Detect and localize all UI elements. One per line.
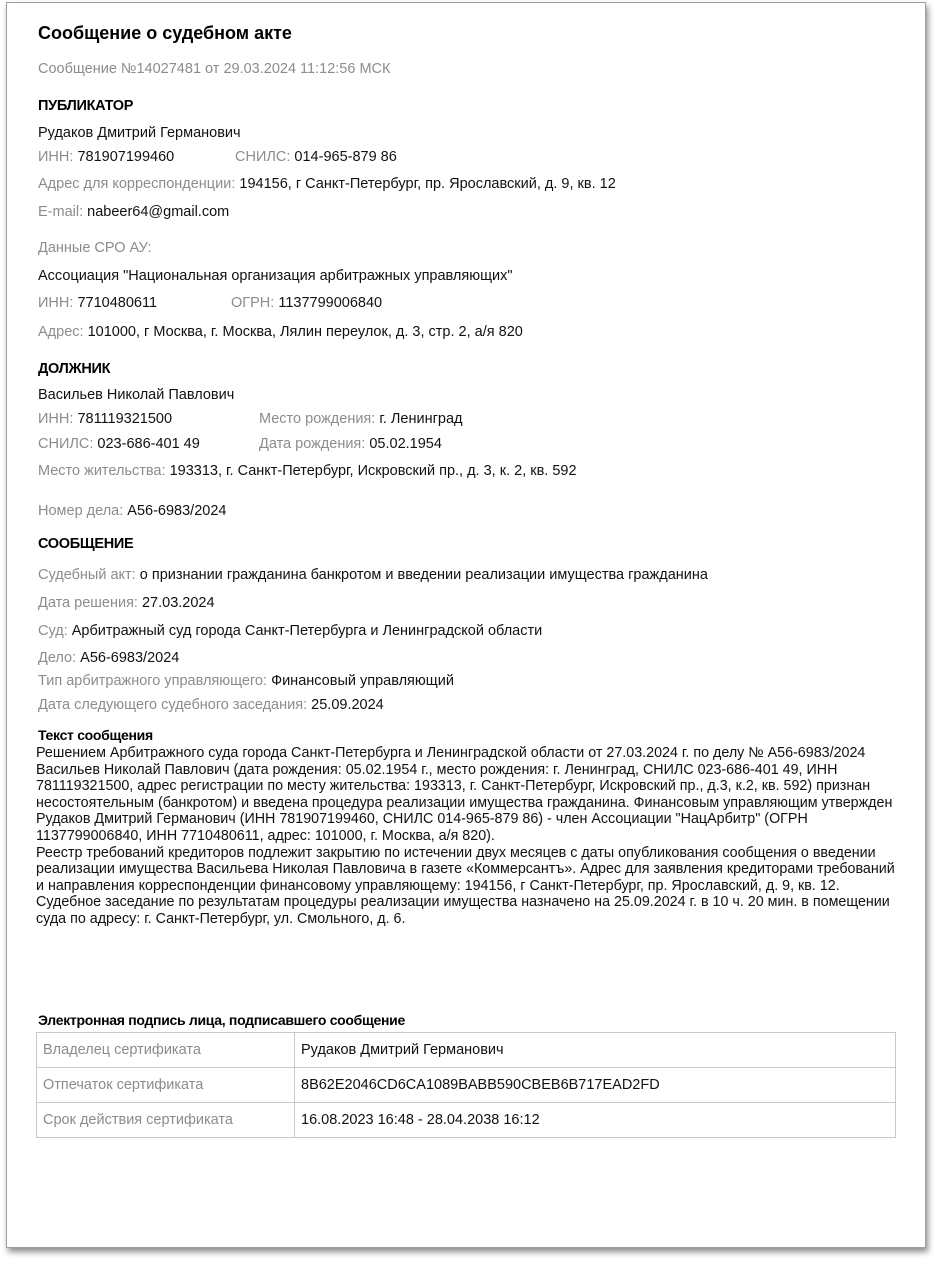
debtor-heading: ДОЛЖНИК: [38, 361, 111, 377]
publisher-heading: ПУБЛИКАТОР: [38, 98, 134, 114]
decision-date-line: [38, 594, 215, 612]
manager-type: Финансовый управляющий: [271, 673, 454, 689]
next-session-label: Дата следующего судебного заседания:: [38, 697, 308, 713]
publisher-address-line: [38, 175, 616, 193]
message-paragraph: Судебное заседание по результатам процедуры реализации имущества назначено на 25.09.2024 г. в 10 ч. 20 мин. в помещении суда по адресу: г. Санкт-Петербург, ул. Смольного, д. 6.: [36, 894, 890, 927]
debtor-residence-line: [38, 462, 577, 480]
publisher-inn-line: [38, 148, 174, 166]
sro-inn: 7710480611: [77, 295, 158, 311]
decision-date-label: Дата решения:: [38, 595, 138, 611]
debtor-snils-line: [38, 435, 200, 453]
message-text: [36, 745, 896, 928]
message-case-line: [38, 649, 179, 667]
cert-validity-label: Срок действия сертификата: [37, 1103, 295, 1138]
cert-fingerprint-value: 8B62E2046CD6CA1089BABB590CBEB6B717EAD2FD: [295, 1068, 896, 1103]
publisher-name: Рудаков Дмитрий Германович: [38, 125, 241, 141]
debtor-name: Васильев Николай Павлович: [38, 387, 235, 403]
case-number-line: [38, 502, 226, 520]
debtor-snils: 023-686-401 49: [97, 436, 200, 452]
message-case-label: Дело:: [38, 650, 77, 666]
cert-fingerprint-label: Отпечаток сертификата: [37, 1068, 295, 1103]
debtor-residence: 193313, г. Санкт-Петербург, Искровский пр., д. 3, к. 2, кв. 592: [169, 463, 577, 479]
cert-owner-value: Рудаков Дмитрий Германович: [295, 1033, 896, 1068]
debtor-inn-line: [38, 410, 172, 428]
debtor-birthdate: 05.02.1954: [369, 436, 442, 452]
signature-heading: Электронная подпись лица, подписавшего сообщение: [38, 1012, 405, 1028]
sro-name: Ассоциация "Национальная организация арбитражных управляющих": [38, 268, 513, 284]
publisher-inn: 781907199460: [77, 149, 175, 165]
sro-inn-line: [38, 294, 157, 312]
debtor-birthdate-label: Дата рождения:: [259, 436, 366, 452]
sro-address-label: Адрес:: [38, 324, 84, 340]
publisher-snils: 014-965-879 86: [294, 149, 397, 165]
document-page: [6, 2, 926, 1248]
sro-inn-label: ИНН:: [38, 295, 74, 311]
debtor-birthdate-line: [259, 435, 442, 453]
debtor-residence-label: Место жительства:: [38, 463, 166, 479]
sro-label: Данные СРО АУ:: [38, 240, 152, 256]
message-paragraph: Решением Арбитражного суда города Санкт-Петербурга и Ленинградской области от 27.03.2024 г. по делу № А56-6983/2024 Васильев Николай Павлович (дата рождения: 05.02.1954 г., место рождения: г. Ленинград, СНИЛС 023-686-401 49, ИНН 781119321500, адрес регистрации по месту жительства: 193313, г. Санкт-Петербург, Искровский пр., д.3, к.2, кв. 592) признан несостоятельным (банкротом) и введена процедура реализации имущества гражданина. Финансовым управляющим утвержден Рудаков Дмитрий Германович (ИНН 781907199460, СНИЛС 014-965-879 86) - член Ассоциации "НацАрбитр" (ОГРН 1137799006840, ИНН 7710480611, адрес: 101000, г. Москва, а/я 820).: [36, 745, 893, 844]
decision-date: 27.03.2024: [141, 595, 215, 611]
message-case: А56-6983/2024: [80, 650, 180, 666]
court-act-line: [38, 566, 708, 584]
publisher-inn-label: ИНН:: [38, 149, 74, 165]
publisher-email-label: E-mail:: [38, 204, 84, 220]
table-row: [37, 1068, 896, 1103]
publisher-snils-label: СНИЛС:: [235, 149, 291, 165]
cert-validity-value: 16.08.2023 16:48 - 28.04.2038 16:12: [295, 1103, 896, 1138]
table-row: [37, 1033, 896, 1068]
debtor-birthplace-label: Место рождения:: [259, 411, 376, 427]
sro-ogrn: 1137799006840: [278, 295, 383, 311]
next-session-line: [38, 696, 384, 714]
court-label: Суд:: [38, 623, 68, 639]
court-act-label: Судебный акт:: [38, 567, 136, 583]
message-heading: СООБЩЕНИЕ: [38, 536, 134, 552]
debtor-inn-label: ИНН:: [38, 411, 74, 427]
manager-type-line: [38, 672, 454, 690]
debtor-snils-label: СНИЛС:: [38, 436, 94, 452]
table-row: [37, 1103, 896, 1138]
publisher-address-label: Адрес для корреспонденции:: [38, 176, 236, 192]
cert-owner-label: Владелец сертификата: [37, 1033, 295, 1068]
message-subtitle: Сообщение №14027481 от 29.03.2024 11:12:56 МСК: [38, 61, 391, 77]
debtor-birthplace-line: [259, 410, 463, 428]
message-text-heading: Текст сообщения: [38, 727, 153, 743]
publisher-email: nabeer64@gmail.com: [87, 204, 230, 220]
case-number: А56-6983/2024: [127, 503, 227, 519]
publisher-snils-line: [235, 148, 397, 166]
debtor-inn: 781119321500: [77, 411, 173, 427]
publisher-address: 194156, г Санкт-Петербург, пр. Ярославский, д. 9, кв. 12: [239, 176, 616, 192]
message-paragraph: Реестр требований кредиторов подлежит закрытию по истечении двух месяцев с даты опубликования сообщения о введении реализации имущества Васильева Николая Павловича в газете «Коммерсантъ». Адрес для заявления кредиторами требований и направления корреспонденции финансовому управляющему: 194156, г Санкт-Петербург, пр. Ярославский, д. 9, кв. 12.: [36, 844, 895, 894]
debtor-birthplace: г. Ленинград: [379, 411, 463, 427]
sro-address-line: [38, 323, 523, 341]
sro-ogrn-label: ОГРН:: [231, 295, 275, 311]
manager-type-label: Тип арбитражного управляющего:: [38, 673, 268, 689]
publisher-email-line: [38, 203, 229, 221]
signature-table: [36, 1032, 896, 1138]
case-number-label: Номер дела:: [38, 503, 124, 519]
next-session-date: 25.09.2024: [311, 697, 384, 713]
sro-address: 101000, г Москва, г. Москва, Лялин переулок, д. 3, стр. 2, а/я 820: [87, 324, 523, 340]
court-act: о признании гражданина банкротом и введении реализации имущества гражданина: [139, 567, 708, 583]
sro-ogrn-line: [231, 294, 382, 312]
court-line: [38, 622, 542, 640]
court-name: Арбитражный суд города Санкт-Петербурга и Ленинградской области: [71, 623, 543, 639]
page-title: Сообщение о судебном акте: [38, 23, 292, 43]
